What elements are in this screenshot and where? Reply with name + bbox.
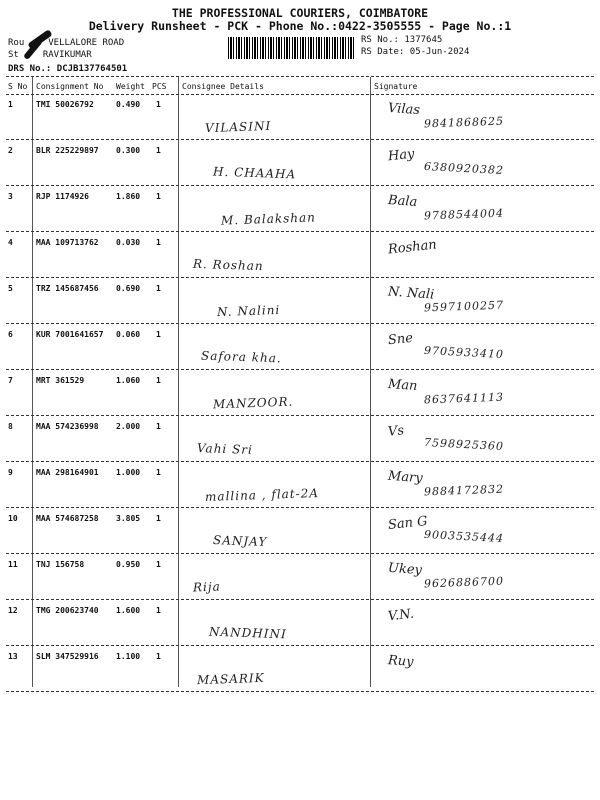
row-divider [6, 415, 594, 416]
row-divider [6, 691, 594, 692]
row-consignee-name: H. CHAAHA [212, 164, 297, 182]
row-divider [6, 139, 594, 140]
row-sno: 2 [8, 146, 13, 155]
col-consignee: Consignee Details [182, 82, 264, 91]
row-consignee-name: mallina , flat-2A [204, 486, 320, 504]
row-consignment-no: MAA 298164901 [36, 468, 99, 477]
row-weight: 0.690 [116, 284, 141, 293]
row-pcs: 1 [156, 514, 161, 523]
row-consignee-name: MANZOOR. [212, 394, 294, 412]
runsheet-subtitle: Delivery Runsheet - PCK - Phone No.:0422-3505555 - Page No.:1 [88, 19, 512, 33]
row-divider [6, 645, 594, 646]
staff-line [8, 50, 92, 60]
row-consignee-name: NANDHINI [208, 624, 287, 642]
row-signature: V.N. [387, 606, 415, 625]
row-weight: 0.030 [116, 238, 141, 247]
row-divider [6, 323, 594, 324]
row-weight: 0.060 [116, 330, 141, 339]
row-pcs: 1 [156, 606, 161, 615]
row-sno: 10 [8, 514, 18, 523]
rs-no-label: RS No.: [361, 35, 399, 45]
row-pcs: 1 [156, 238, 161, 247]
company-title: THE PROFESSIONAL COURIERS, COIMBATORE [171, 6, 429, 20]
column-divider [32, 77, 33, 687]
row-sno: 11 [8, 560, 18, 569]
row-divider [6, 461, 594, 462]
route-label: Rou [8, 38, 25, 48]
row-consignment-no: BLR 225229897 [36, 146, 99, 155]
row-phone: 9003535444 [423, 527, 505, 546]
column-divider [370, 77, 371, 687]
rs-date-label: RS Date: [361, 47, 405, 57]
row-phone: 9705933410 [423, 343, 505, 362]
row-consignment-no: TMI 50026792 [36, 100, 94, 109]
row-phone: 9626886700 [423, 574, 505, 591]
row-phone: 9841868625 [423, 114, 505, 131]
row-divider [6, 507, 594, 508]
row-weight: 2.000 [116, 422, 141, 431]
row-weight: 1.060 [116, 376, 141, 385]
row-consignment-no: MRT 361529 [36, 376, 85, 385]
row-consignee-name: SANJAY [212, 533, 268, 549]
row-divider [6, 277, 594, 278]
row-weight: 1.000 [116, 468, 141, 477]
row-signature: Man [387, 376, 418, 395]
row-signature: Ruy [387, 653, 415, 670]
row-weight: 3.805 [116, 514, 141, 523]
row-consignment-no: MAA 574236998 [36, 422, 99, 431]
row-consignee-name: Safora kha. [200, 348, 282, 366]
staff-value: RAVIKUMAR [42, 50, 92, 60]
row-sno: 1 [8, 100, 13, 109]
rs-number-line [361, 35, 442, 45]
row-sno: 7 [8, 376, 13, 385]
row-consignment-no: TRZ 145687456 [36, 284, 99, 293]
row-consignee-name: R. Roshan [192, 256, 264, 274]
rs-date-value: 05-Jun-2024 [409, 47, 470, 57]
route-value: VELLALORE ROAD [48, 38, 125, 48]
row-consignment-no: MAA 574687258 [36, 514, 99, 523]
row-consignee-name: Rija [192, 579, 221, 595]
row-phone: 9788544004 [423, 206, 505, 223]
row-phone: 7598925360 [423, 435, 505, 454]
row-pcs: 1 [156, 468, 161, 477]
row-sno: 5 [8, 284, 13, 293]
row-consignee-name: N. Nalini [216, 302, 281, 320]
column-divider [178, 77, 179, 687]
col-sno: S No [8, 82, 28, 91]
row-sno: 3 [8, 192, 13, 201]
row-sno: 4 [8, 238, 13, 247]
row-phone: 6380920382 [423, 159, 505, 178]
row-pcs: 1 [156, 100, 161, 109]
row-phone: 9884172832 [423, 482, 505, 499]
staff-label: St [8, 50, 19, 60]
row-pcs: 1 [156, 560, 161, 569]
row-divider [6, 553, 594, 554]
header-divider [6, 76, 594, 77]
row-pcs: 1 [156, 376, 161, 385]
row-pcs: 1 [156, 192, 161, 201]
row-signature: Vilas [387, 100, 421, 119]
row-consignment-no: RJP 1174926 [36, 192, 89, 201]
row-divider [6, 369, 594, 370]
row-consignee-name: M. Balakshan [220, 210, 317, 228]
row-pcs: 1 [156, 652, 161, 661]
row-signature: Sne [387, 330, 414, 349]
row-consignee-name: MASARIK [196, 670, 265, 688]
row-consignment-no: SLM 347529916 [36, 652, 99, 661]
col-pcs: PCS [152, 82, 167, 91]
rs-date-line [361, 47, 469, 57]
row-signature: Ukey [387, 560, 423, 579]
col-signature: Signature [374, 82, 418, 91]
row-divider [6, 231, 594, 232]
row-divider [6, 599, 594, 600]
row-consignment-no: TNJ 156758 [36, 560, 85, 569]
col-consignment: Consignment No [36, 82, 104, 91]
row-sno: 12 [8, 606, 18, 615]
col-weight: Weight [116, 82, 145, 91]
row-consignment-no: MAA 109713762 [36, 238, 99, 247]
row-signature: San G [387, 513, 429, 534]
drs-label: DRS No.: [8, 64, 52, 74]
row-sno: 13 [8, 652, 18, 661]
rs-no-value: 1377645 [404, 35, 443, 45]
barcode [228, 37, 356, 59]
route-line [8, 38, 124, 48]
row-weight: 1.600 [116, 606, 141, 615]
row-signature: Vs [387, 423, 405, 440]
row-consignee-name: VILASINI [204, 118, 272, 136]
row-weight: 0.300 [116, 146, 141, 155]
row-weight: 0.490 [116, 100, 141, 109]
row-pcs: 1 [156, 146, 161, 155]
row-signature: Roshan [387, 237, 438, 258]
row-signature: N. Nali [387, 284, 435, 303]
row-phone: 8637641113 [423, 390, 505, 407]
row-consignee-name: Vahi Sri [196, 441, 254, 457]
row-sno: 6 [8, 330, 13, 339]
row-signature: Mary [387, 468, 424, 487]
row-weight: 1.860 [116, 192, 141, 201]
row-consignment-no: KUR 7001641657 [36, 330, 104, 339]
row-consignment-no: TMG 200623740 [36, 606, 99, 615]
column-header-divider [6, 94, 594, 95]
drs-number: DCJB137764501 [56, 64, 128, 74]
row-pcs: 1 [156, 330, 161, 339]
row-signature: Bala [387, 192, 418, 211]
row-weight: 0.950 [116, 560, 141, 569]
row-sno: 9 [8, 468, 13, 477]
drs-line [8, 64, 127, 74]
row-sno: 8 [8, 422, 13, 431]
row-pcs: 1 [156, 284, 161, 293]
row-divider [6, 185, 594, 186]
row-phone: 9597100257 [423, 298, 505, 315]
row-pcs: 1 [156, 422, 161, 431]
row-weight: 1.100 [116, 652, 141, 661]
row-signature: Hay [387, 146, 416, 165]
